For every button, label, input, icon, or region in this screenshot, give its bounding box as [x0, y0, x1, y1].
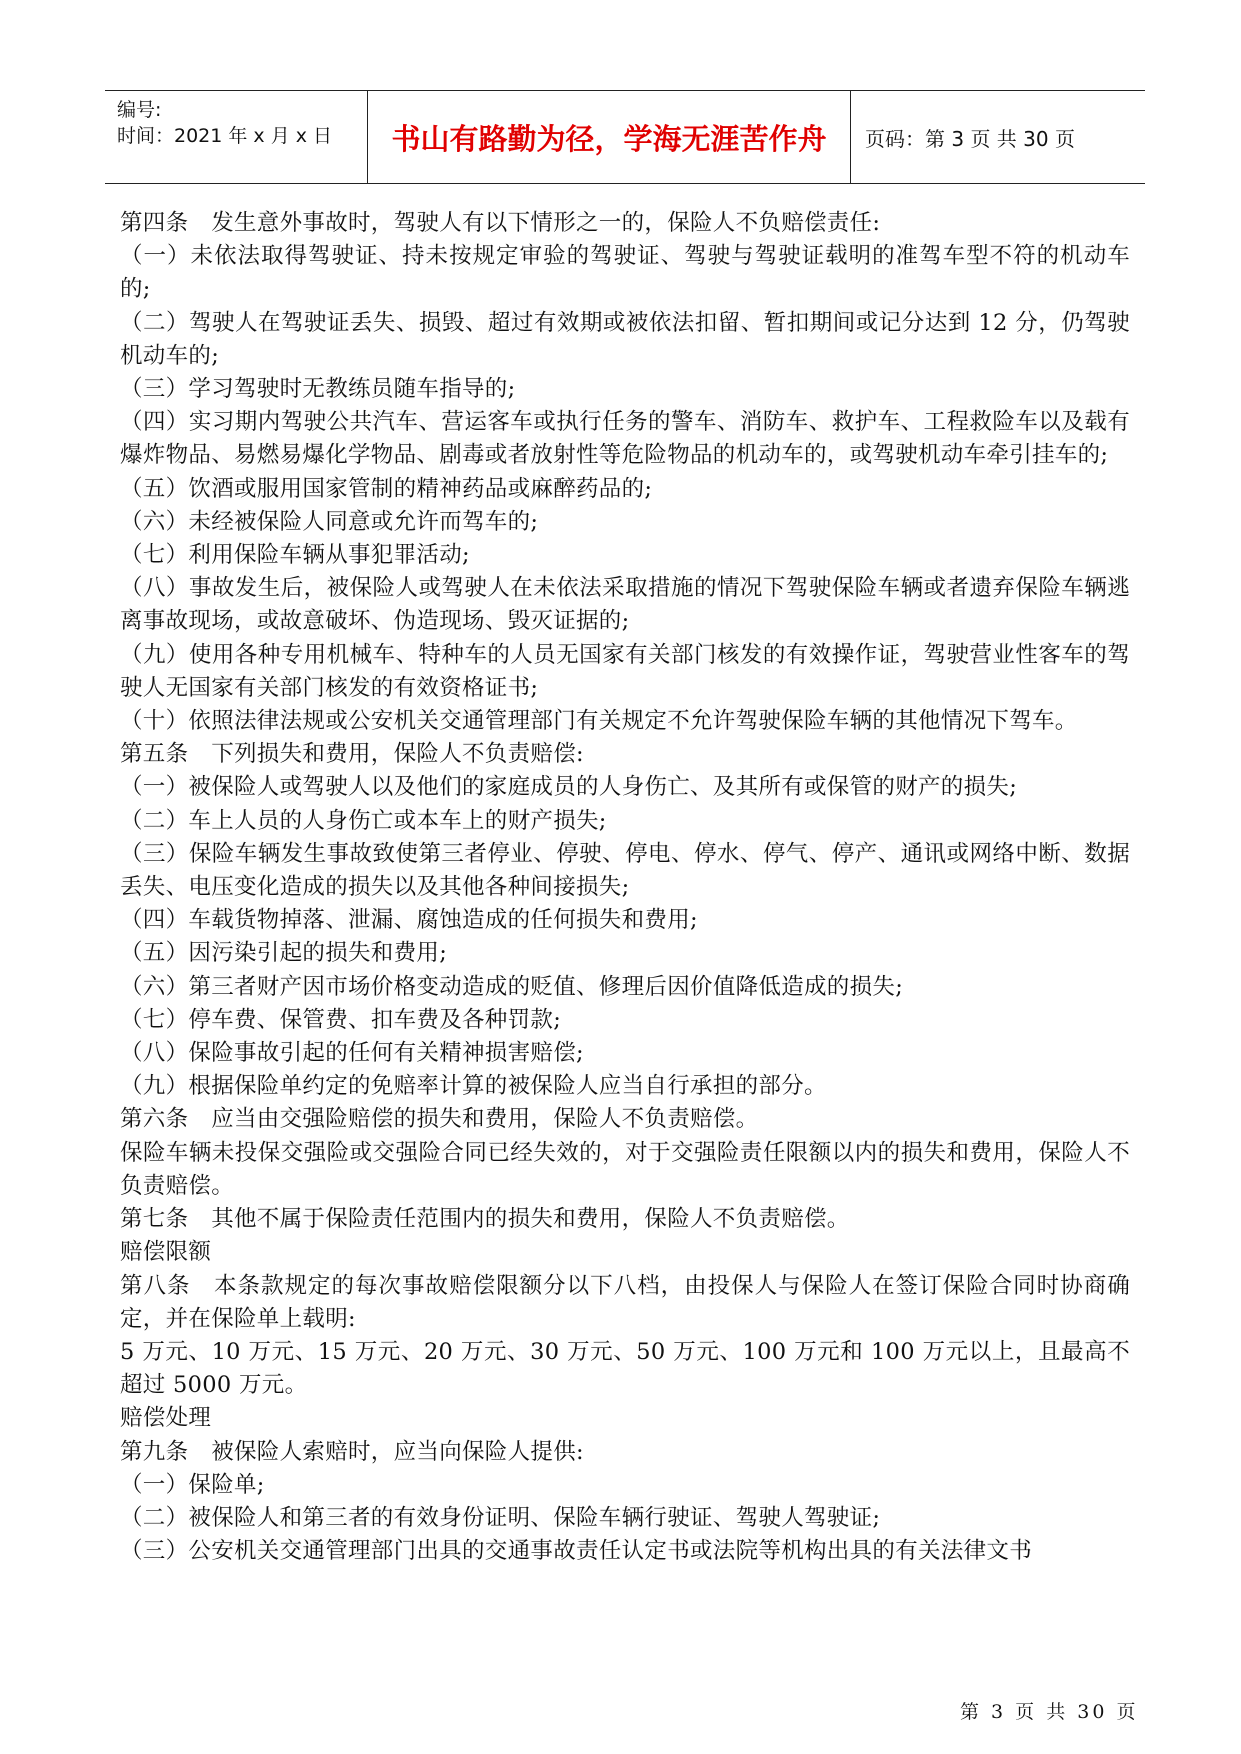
- paragraph: （五）因污染引起的损失和费用;: [120, 940, 448, 967]
- paragraph: （四）实习期内驾驶公共汽车、营运客车或执行任务的警车、消防车、救护车、工程救险车以及载有爆炸物品、易燃易爆化学物品、剧毒或者放射性等危险物品的机动车的，或驾驶机动车牵引挂车的;: [120, 409, 1130, 469]
- paragraph: （二）车上人员的人身伤亡或本车上的财产损失;: [120, 807, 607, 834]
- section-heading: 赔偿处理: [120, 1405, 212, 1432]
- header-meta-cell: [105, 91, 368, 183]
- paragraph: 第五条 下列损失和费用，保险人不负责赔偿:: [120, 741, 584, 768]
- paragraph: 第六条 应当由交强险赔偿的损失和费用，保险人不负责赔偿。: [120, 1106, 759, 1133]
- paragraph: （七）停车费、保管费、扣车费及各种罚款;: [120, 1006, 562, 1033]
- paragraph: 5 万元、10 万元、15 万元、20 万元、30 万元、50 万元、100 万元和 100 万元以上，且最高不超过 5000 万元。: [120, 1338, 1130, 1399]
- header-motto: 书山有路勤为径，学海无涯苦作舟: [368, 91, 851, 183]
- paragraph: 第四条 发生意外事故时，驾驶人有以下情形之一的，保险人不负赔偿责任:: [120, 210, 881, 236]
- paragraph: 保险车辆未投保交强险或交强险合同已经失效的，对于交强险责任限额以内的损失和费用，保险人不负责赔偿。: [120, 1139, 1130, 1199]
- paragraph: （六）第三者财产因市场价格变动造成的贬值、修理后因价值降低造成的损失;: [120, 973, 904, 1000]
- paragraph: （三）保险车辆发生事故致使第三者停业、停驶、停电、停水、停气、停产、通讯或网络中断、数据丢失、电压变化造成的损失以及其他各种间接损失;: [120, 840, 1130, 901]
- paragraph: （二）驾驶人在驾驶证丢失、损毁、超过有效期或被依法扣留、暂扣期间或记分达到 12 分，仍驾驶机动车的;: [120, 309, 1130, 369]
- paragraph: （六）未经被保险人同意或允许而驾车的;: [120, 508, 539, 535]
- paragraph: （二）被保险人和第三者的有效身份证明、保险车辆行驶证、驾驶人驾驶证;: [120, 1504, 881, 1531]
- page-header: [105, 90, 1145, 184]
- paragraph: （八）保险事故引起的任何有关精神损害赔偿;: [120, 1040, 584, 1067]
- paragraph: （七）利用保险车辆从事犯罪活动;: [120, 542, 470, 569]
- header-page-label: 页码：第 3 页 共 30 页: [865, 126, 1075, 151]
- paragraph: 第八条 本条款规定的每次事故赔偿限额分以下八档，由投保人与保险人在签订保险合同时协商确定，并在保险单上载明:: [120, 1272, 1130, 1332]
- paragraph: （八）事故发生后，被保险人或驾驶人在未依法采取措施的情况下驾驶保险车辆或者遗弃保险车辆逃离事故现场，或故意破坏、伪造现场、毁灭证据的;: [120, 575, 1130, 635]
- document-number-label: 编号:: [117, 99, 162, 121]
- paragraph: （三）公安机关交通管理部门出具的交通事故责任认定书或法院等机构出具的有关法律文书: [120, 1538, 1033, 1565]
- paragraph: （十）依照法律法规或公安机关交通管理部门有关规定不允许驾驶保险车辆的其他情况下驾车。: [120, 708, 1078, 735]
- page-footer-number: 第 3 页 共 30 页: [960, 1701, 1139, 1723]
- paragraph: （一）被保险人或驾驶人以及他们的家庭成员的人身伤亡、及其所有或保管的财产的损失;: [120, 774, 1018, 801]
- paragraph: 第七条 其他不属于保险责任范围内的损失和费用，保险人不负责赔偿。: [120, 1206, 850, 1233]
- paragraph: （九）使用各种专用机械车、特种车的人员无国家有关部门核发的有效操作证，驾驶营业性客车的驾驶人无国家有关部门核发的有效资格证书;: [120, 641, 1130, 701]
- paragraph: （三）学习驾驶时无教练员随车指导的;: [120, 376, 516, 403]
- paragraph: 第九条 被保险人索赔时，应当向保险人提供:: [120, 1438, 584, 1465]
- paragraph: （一）保险单;: [120, 1471, 265, 1498]
- paragraph: （五）饮酒或服用国家管制的精神药品或麻醉药品的;: [120, 475, 653, 502]
- paragraph: （四）车载货物掉落、泄漏、腐蚀造成的任何损失和费用;: [120, 907, 698, 934]
- section-heading: 赔偿限额: [120, 1239, 212, 1266]
- paragraph: （一）未依法取得驾驶证、持未按规定审验的驾驶证、驾驶与驾驶证载明的准驾车型不符的机动车的;: [120, 243, 1130, 303]
- paragraph: （九）根据保险单约定的免赔率计算的被保险人应当自行承担的部分。: [120, 1073, 827, 1100]
- document-time-label: 时间：2021 年 x 月 x 日: [117, 125, 333, 147]
- document-body: [120, 207, 1130, 1568]
